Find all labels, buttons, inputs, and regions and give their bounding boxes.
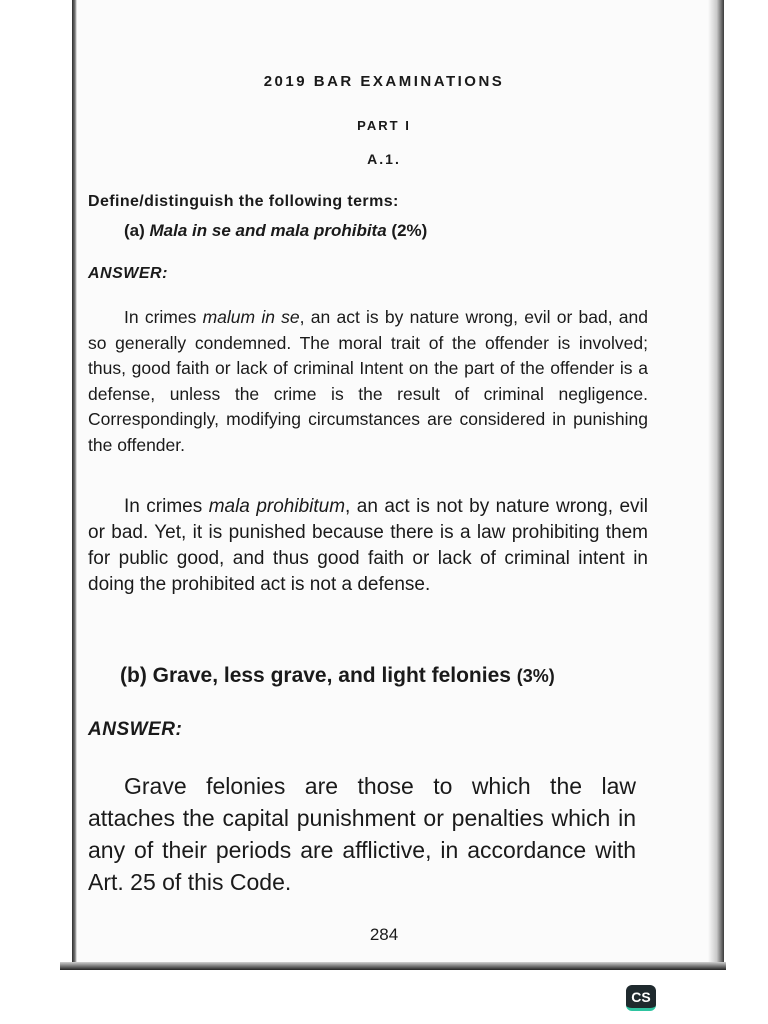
question-a-points: (2%) <box>391 221 428 240</box>
exam-title: 2019 BAR EXAMINATIONS <box>263 73 505 90</box>
answer-a-paragraph-2 <box>88 494 648 598</box>
page-bottom-edge-shadow <box>60 962 726 970</box>
question-b <box>120 660 680 692</box>
instruction-text: Define/distinguish the following terms: <box>88 193 399 210</box>
answer-b-label: ANSWER: <box>88 719 183 740</box>
page-right-edge-shadow <box>708 0 724 968</box>
answer-a-label: ANSWER: <box>88 265 168 282</box>
answer-a-p1-term: malum in se <box>202 307 300 327</box>
book-spine-shadow <box>72 0 77 968</box>
answer-a-p1-rest: , an act is by nature wrong, evil or bad, and so generally condemned. The moral trait of the offender is involved; thus, good faith or lack of criminal Intent on the part of the offender is a defense, unless the crime is the result of criminal negligence. Correspondingly, modifying circumstances are considered in punishing the offender. <box>88 307 648 455</box>
question-b-points: (3%) <box>516 666 555 686</box>
answer-b-paragraph-1: Grave felonies are those to which the law attaches the capital punishment or penalties which in any of their periods are afflictive, in accordance with Art. 25 of this Code. <box>88 773 636 895</box>
question-b-text: (b) Grave, less grave, and light felonies <box>120 664 511 687</box>
section-heading: A.1. <box>367 151 401 167</box>
answer-a-p2-term: mala prohibitum <box>208 496 346 517</box>
question-a-term2: mala prohibita <box>270 221 387 240</box>
answer-a-p1-prefix: In crimes <box>124 307 203 327</box>
answer-a-p2-rest: , an act is not by nature wrong, evil or bad. Yet, it is punished because there is a law prohibiting them for public good, and thus good faith or lack of criminal intent in doing the prohibited act is not a defense. <box>88 496 648 595</box>
question-a-term1: Mala in se <box>149 221 231 240</box>
question-a-label: (a) <box>124 221 145 240</box>
page-number: 284 <box>369 925 399 944</box>
answer-a-p2-prefix: In crimes <box>124 496 209 517</box>
answer-a-paragraph-1 <box>88 305 648 458</box>
question-a <box>124 218 684 244</box>
question-a-connector: and <box>235 221 266 240</box>
part-heading: PART I <box>357 118 411 133</box>
camscanner-logo-icon: CS <box>626 985 656 1011</box>
